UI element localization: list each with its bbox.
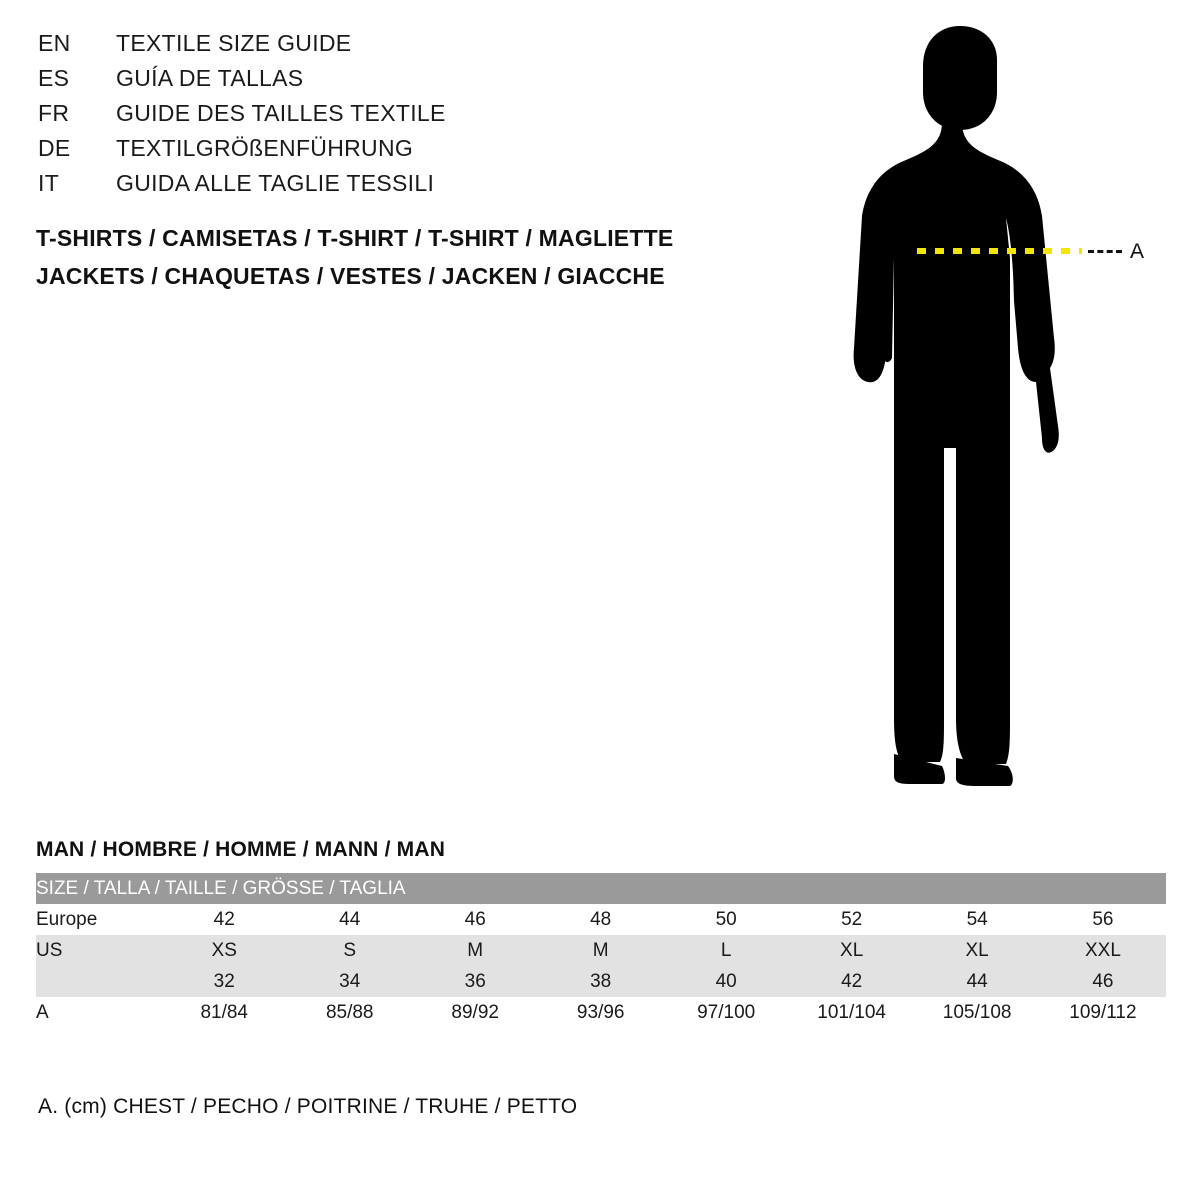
table-cell: XXL — [1040, 935, 1166, 966]
table-group-heading: MAN / HOMBRE / HOMME / MANN / MAN — [36, 838, 446, 861]
table-row — [36, 997, 1166, 1028]
size-table-section — [36, 838, 1166, 1028]
table-cell: 42 — [789, 966, 914, 997]
table-cell: L — [663, 935, 788, 966]
table-cell: 89/92 — [412, 997, 537, 1028]
language-text: GUIDA ALLE TAGLIE TESSILI — [116, 170, 435, 196]
table-cell: 46 — [412, 904, 537, 935]
measurement-footnote: A. (cm) CHEST / PECHO / POITRINE / TRUHE / PETTO — [38, 1095, 578, 1118]
size-table — [36, 873, 1166, 1028]
table-row — [36, 904, 1166, 935]
male-silhouette-icon — [810, 18, 1190, 798]
table-cell: 105/108 — [914, 997, 1039, 1028]
table-cell: 34 — [287, 966, 412, 997]
table-header-row — [36, 873, 1166, 904]
row-label — [36, 966, 161, 997]
table-row — [36, 935, 1166, 966]
language-row — [38, 65, 738, 100]
garment-category-list — [36, 219, 796, 295]
language-row — [38, 100, 738, 135]
table-cell: 40 — [663, 966, 788, 997]
category-line-tshirts: T-SHIRTS / CAMISETAS / T-SHIRT / T-SHIRT / MAGLIETTE — [36, 225, 674, 251]
table-cell: 93/96 — [538, 997, 663, 1028]
language-text: GUÍA DE TALLAS — [116, 65, 304, 91]
table-cell: 101/104 — [789, 997, 914, 1028]
table-cell: 44 — [914, 966, 1039, 997]
table-cell: 97/100 — [663, 997, 788, 1028]
language-code: IT — [38, 170, 60, 196]
language-row — [38, 135, 738, 170]
row-label: Europe — [36, 904, 161, 935]
chest-measure-label: A — [1130, 240, 1145, 263]
table-cell: 85/88 — [287, 997, 412, 1028]
table-cell: 54 — [914, 904, 1039, 935]
table-header-label: SIZE / TALLA / TAILLE / GRÖSSE / TAGLIA — [36, 873, 1166, 904]
language-code: DE — [38, 135, 71, 161]
table-cell: XS — [161, 935, 286, 966]
table-row — [36, 966, 1166, 997]
language-row — [38, 170, 738, 205]
table-cell: M — [412, 935, 537, 966]
table-cell: 44 — [287, 904, 412, 935]
language-text: TEXTILGRÖßENFÜHRUNG — [116, 135, 414, 161]
table-cell: 46 — [1040, 966, 1166, 997]
table-cell: 36 — [412, 966, 537, 997]
table-cell: 48 — [538, 904, 663, 935]
category-line-jackets: JACKETS / CHAQUETAS / VESTES / JACKEN / GIACCHE — [36, 263, 665, 289]
table-cell: S — [287, 935, 412, 966]
language-code: EN — [38, 30, 71, 56]
table-cell: XL — [914, 935, 1039, 966]
table-cell: 32 — [161, 966, 286, 997]
table-cell: 109/112 — [1040, 997, 1166, 1028]
language-title-list — [38, 30, 738, 205]
table-cell: M — [538, 935, 663, 966]
table-cell: 52 — [789, 904, 914, 935]
table-cell: 42 — [161, 904, 286, 935]
language-code: ES — [38, 65, 70, 91]
table-cell: XL — [789, 935, 914, 966]
table-cell: 38 — [538, 966, 663, 997]
table-cell: 81/84 — [161, 997, 286, 1028]
chest-leader-dashes — [1088, 250, 1122, 253]
row-label: US — [36, 935, 161, 966]
table-cell: 50 — [663, 904, 788, 935]
language-row — [38, 30, 738, 65]
language-text: TEXTILE SIZE GUIDE — [116, 30, 352, 56]
language-text: GUIDE DES TAILLES TEXTILE — [116, 100, 446, 126]
row-label: A — [36, 997, 161, 1028]
language-code: FR — [38, 100, 70, 126]
body-figure — [810, 18, 1190, 798]
table-cell: 56 — [1040, 904, 1166, 935]
